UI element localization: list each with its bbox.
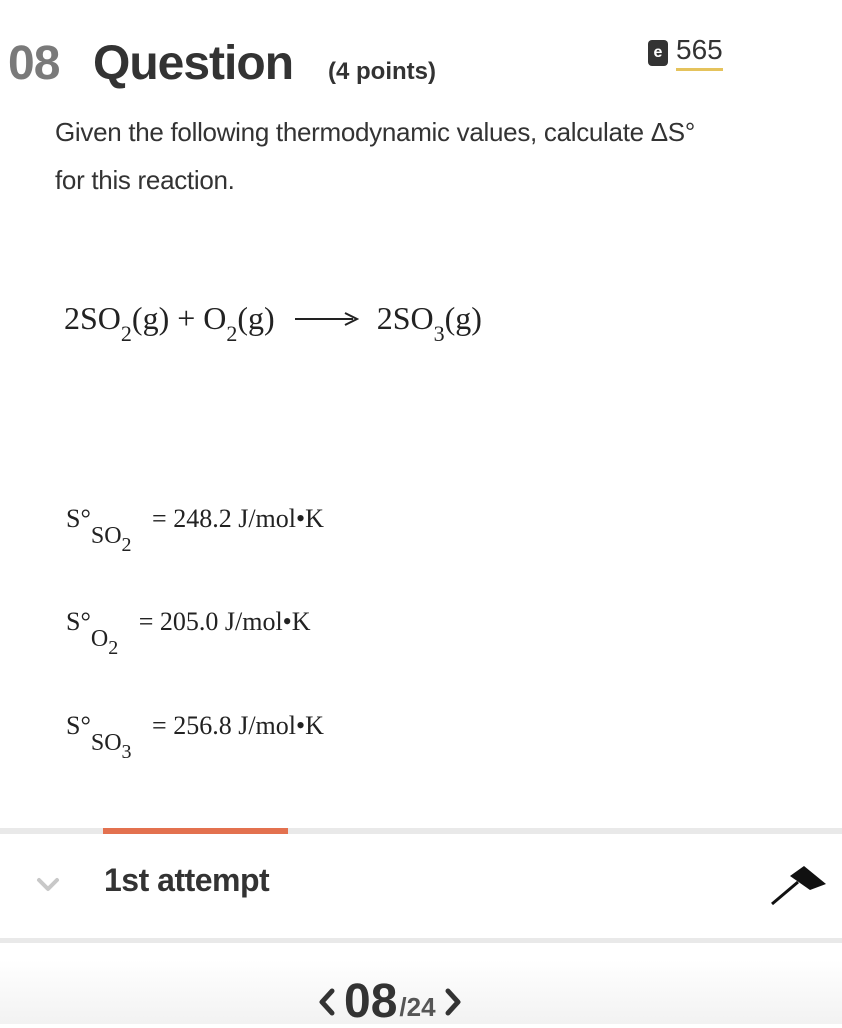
question-header xyxy=(0,28,842,98)
entropy-so3 xyxy=(66,711,324,763)
entropy-symbol: S° xyxy=(66,711,91,740)
entropy-value: 248.2 J/mol•K xyxy=(173,504,324,533)
entropy-species: SO xyxy=(90,730,122,756)
chevron-left-icon[interactable] xyxy=(310,980,344,1024)
plus-sign: + xyxy=(177,300,196,336)
attempt-progress-bar xyxy=(103,828,288,834)
reference-link[interactable]: 565 xyxy=(676,34,723,71)
reactant-1-state: (g) xyxy=(131,300,170,336)
reactant-2-state: (g) xyxy=(237,300,275,336)
question-title: Question xyxy=(93,37,294,90)
pager-total: /24 xyxy=(399,992,436,1022)
entropy-value: 256.8 J/mol•K xyxy=(173,711,324,740)
entropy-species: SO xyxy=(90,523,122,549)
question-number: 08 xyxy=(8,37,60,90)
product-1: 2SO xyxy=(376,300,434,336)
chevron-down-icon[interactable] xyxy=(34,870,62,898)
equals-sign: = xyxy=(138,607,154,636)
product-1-state: (g) xyxy=(444,300,482,336)
reactant-2-subscript: 2 xyxy=(226,321,238,346)
chevron-right-icon[interactable] xyxy=(436,980,470,1024)
entropy-value: 205.0 J/mol•K xyxy=(159,607,311,636)
prompt-line-1: Given the following thermodynamic values, calculate ΔS° xyxy=(55,117,695,147)
equals-sign: = xyxy=(152,711,167,740)
reactant-2: O xyxy=(203,300,227,336)
product-1-subscript: 3 xyxy=(433,321,445,346)
question-pager xyxy=(310,975,470,1028)
ebook-icon[interactable]: e xyxy=(648,40,668,66)
reference-link-group[interactable] xyxy=(648,34,723,71)
entropy-species-subscript: 2 xyxy=(108,637,119,659)
attempt-divider-bottom xyxy=(0,938,842,943)
question-prompt xyxy=(55,108,775,204)
entropy-symbol: S° xyxy=(66,607,91,636)
prompt-line-2: for this reaction. xyxy=(55,165,235,195)
reactant-1-subscript: 2 xyxy=(120,321,132,346)
entropy-species: O xyxy=(90,626,109,652)
equals-sign: = xyxy=(152,504,167,533)
pin-icon[interactable] xyxy=(768,862,828,910)
reaction-arrow-icon xyxy=(293,298,359,335)
question-points: (4 points) xyxy=(328,58,436,85)
entropy-o2 xyxy=(66,607,311,659)
reaction-equation xyxy=(64,300,482,347)
pager-current: 08 xyxy=(344,975,398,1028)
attempt-label[interactable]: 1st attempt xyxy=(104,862,270,898)
reactant-1: 2SO xyxy=(64,300,121,336)
entropy-symbol: S° xyxy=(66,504,91,533)
entropy-species-subscript: 3 xyxy=(121,741,132,763)
entropy-species-subscript: 2 xyxy=(121,534,132,556)
entropy-so2 xyxy=(66,504,324,556)
